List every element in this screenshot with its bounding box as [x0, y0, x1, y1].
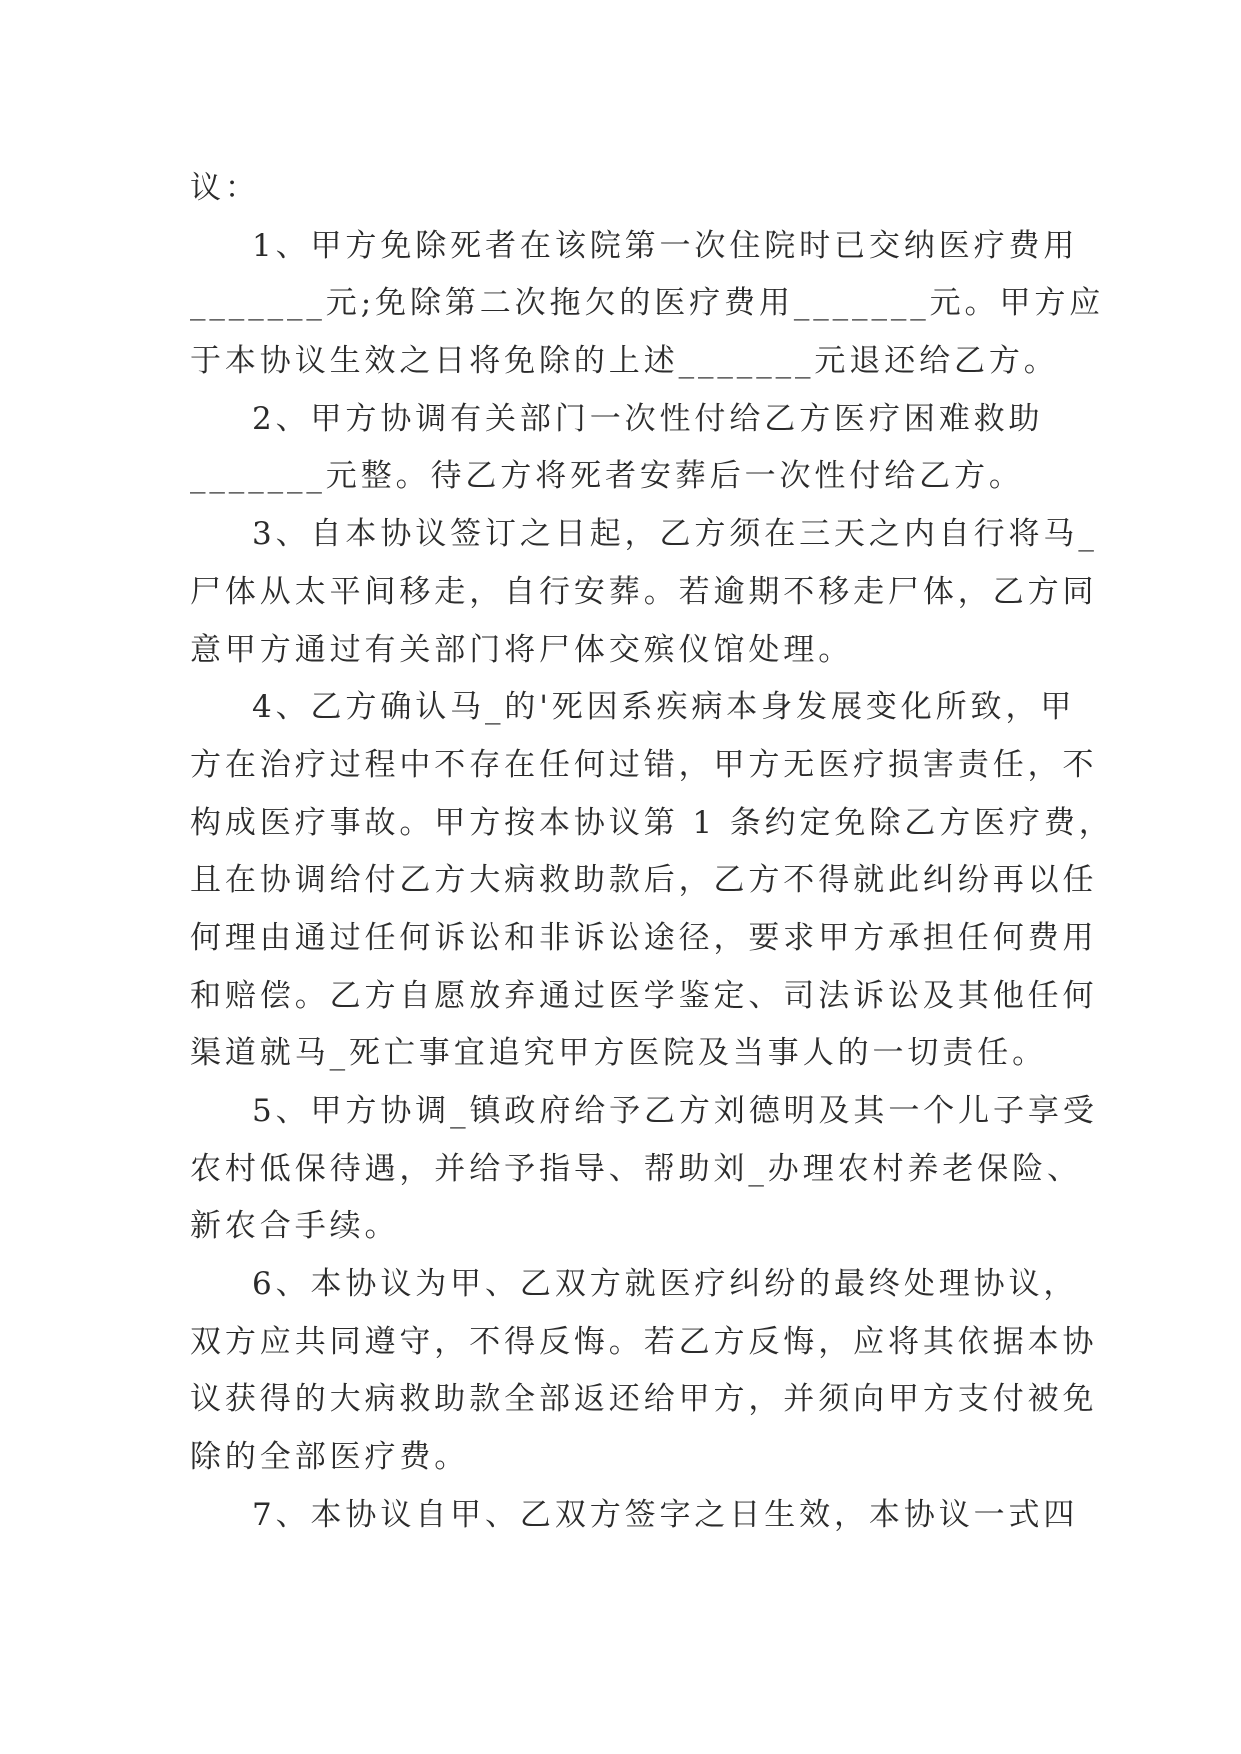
- text-line: 和赔偿。乙方自愿放弃通过医学鉴定、司法诉讼及其他任何: [190, 977, 1098, 1014]
- text-line: 渠道就马_死亡事宜追究甲方医院及当事人的一切责任。: [190, 1035, 1047, 1072]
- text-line: 议：: [190, 170, 260, 206]
- text-line: 5、甲方协调_镇政府给予乙方刘德明及其一个儿子享受: [252, 1093, 1098, 1129]
- document-body: [190, 160, 1114, 1545]
- text-line: 6、本协议为甲、乙双方就医疗纠纷的最终处理协议，: [252, 1266, 1079, 1303]
- text-line: 7、本协议自甲、乙双方签字之日生效，本协议一式四: [252, 1496, 1079, 1533]
- text-line: 构成医疗事故。甲方按本协议第 1 条约定免除乙方医疗费，: [190, 804, 1114, 841]
- text-line: 意甲方通过有关部门将尸体交殡仪馆处理。: [190, 631, 854, 668]
- text-line: 3、自本协议签订之日起，乙方须在三天之内自行将马_: [252, 516, 1098, 553]
- text-line: 农村低保待遇，并给予指导、帮助刘_办理农村养老保险、: [190, 1150, 1082, 1187]
- text-line: 且在协调给付乙方大病救助款后，乙方不得就此纠纷再以任: [190, 862, 1098, 899]
- text-line: 除的全部医疗费。: [190, 1439, 470, 1476]
- text-line: 新农合手续。: [190, 1208, 400, 1245]
- text-line: 1、甲方免除死者在该院第一次住院时已交纳医疗费用: [252, 227, 1079, 264]
- text-line: 2、甲方协调有关部门一次性付给乙方医疗困难救助: [252, 400, 1044, 437]
- text-line: _______元整。待乙方将死者安葬后一次性付给乙方。: [190, 458, 1024, 495]
- text-line: _______元;免除第二次拖欠的医疗费用_______元。甲方应: [190, 285, 1105, 322]
- text-line: 议获得的大病救助款全部返还给甲方，并须向甲方支付被免: [190, 1381, 1098, 1418]
- text-line: 于本协议生效之日将免除的上述_______元退还给乙方。: [190, 343, 1059, 380]
- text-line: 何理由通过任何诉讼和非诉讼途径，要求甲方承担任何费用: [190, 919, 1098, 956]
- text-line: 尸体从太平间移走，自行安葬。若逾期不移走尸体，乙方同: [190, 573, 1098, 610]
- text-line: 双方应共同遵守，不得反悔。若乙方反悔，应将其依据本协: [190, 1323, 1098, 1360]
- text-line: 方在治疗过程中不存在任何过错，甲方无医疗损害责任，不: [190, 746, 1098, 783]
- text-line: 4、乙方确认马_的'死因系疾病本身发展变化所致，甲: [252, 689, 1076, 726]
